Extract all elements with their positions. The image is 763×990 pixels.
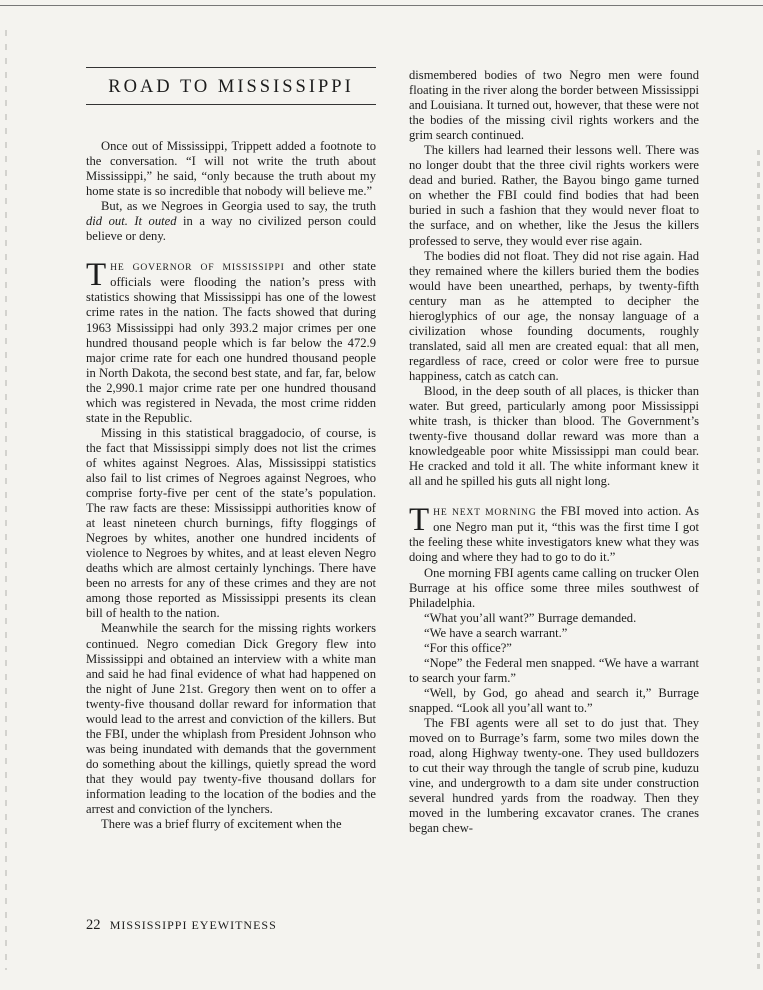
right-paragraph-9: “For this office?” [424, 640, 512, 655]
drop-cap: T [86, 257, 107, 294]
right-paragraph-3: The bodies did not float. They did not rise again. Had they remained where the killers buried them the bodies would have been unearthed, perhaps, by twenty-fifth century man as he attempted to decipher the hieroglyphics of our age, the nonsay language of a civilization whose founding documents, roughly translated, said all men are created equal: that all men, regardless of race, creed or color were free to pursue happiness, catch as catch can. [409, 248, 699, 383]
left-paragraph-5: Meanwhile the search for the missing rights workers continued. Negro comedian Dick Gregory flew into Mississippi and obtained an interview with a white man and said he had final evidence of what had happened on the night of June 21st. Gregory then went on to offer a twenty-five thousand dollar reward for information that would lead to the arrest and conviction of the killers. But the FBI, under the whiplash from President Johnson who was being inundated with demands that the government do something about the killings, quietly spread the word that they would pay twenty-five thousand dollars for information leading to the location of the bodies and the arrest and conviction of the lynchers. [86, 621, 376, 817]
section-lead-smallcaps: HE NEXT MORNING [433, 507, 537, 519]
top-edge-rule [0, 5, 763, 6]
right-paragraph-12: The FBI agents were all set to do just that. They moved on to Burrage’s farm, some two miles down the road, along Highway twenty-one. They used bulldozers to cut their way through the tangle of scrub pine, kuduzu vine, and undergrowth to a dam site under construction several hundred yards from the roadway. Then they moved in the lumbering excavator cranes. The cranes began chew- [409, 715, 699, 836]
left-column [86, 67, 376, 832]
left-paragraph-2-italic: did out. It outed [86, 214, 177, 229]
left-paragraph-6: There was a brief flurry of excitement when the [101, 817, 342, 832]
left-paragraph-2-end: in a way no civilized person could believe or deny. [86, 214, 376, 244]
publication-name: MISSISSIPPI EYEWITNESS [109, 918, 277, 932]
right-paragraph-5-text: the FBI moved into action. As one Negro man put it, “this was the first time I got the feeling these white investigators knew what they was doing and where they had to go to do it.” [409, 504, 700, 565]
left-paragraph-3 [86, 259, 376, 426]
right-paragraph-11: “Well, by God, go ahead and search it,” Burrage snapped. “Look all you’all want to.” [409, 685, 699, 715]
left-paragraph-3-text: and other state officials were flooding the nation’s press with statistics showing that Mississippi has one of the lowest crime rates in the nation. The facts showed that during 1963 Mississippi had only 393.2 major crimes per one hundred thousand people which is far below the 472.9 major crime rate for each one hundred thousand people in North Dakota, the second best state, and far, far, below the 2,990.1 major crime rate per one hundred thousand which was registered in Nevada, the most crime ridden state in the Republic. [86, 259, 376, 425]
title-rule-bottom [86, 104, 376, 105]
right-paragraph-8: “We have a search warrant.” [424, 625, 568, 640]
left-paragraph-2-start: But, as we Negroes in Georgia used to say, the truth [101, 199, 376, 214]
right-paragraph-5 [409, 504, 699, 565]
right-paragraph-6: One morning FBI agents came calling on trucker Olen Burrage at his office some three miles southwest of Philadelphia. [409, 565, 699, 610]
right-paragraph-1: dismembered bodies of two Negro men were found floating in the river along the border between Mississippi and Louisiana. It turned out, however, that these were not the bodies of the missing civil rights workers and the grim search continued. [409, 68, 699, 143]
left-paragraph-4: Missing in this statistical braggadocio, of course, is the fact that Mississippi simply does not list the crimes of whites against Negroes. Alas, Mississippi statistics also fail to list crimes of Negroes against Negroes, who comprise forty-five per cent of the state’s population. The raw facts are these: Mississippi authorities know of at least nineteen church burnings, fifty floggings of Negroes by whites, another one hundred incidents of violence to Negroes by whites, and at least eleven Negro deaths which are almost certainly lynchings. There have been no arrests for any of these crimes and they are not among those reported as Mississippi presents its clean bill of health to the nation. [86, 425, 376, 621]
right-paragraph-7: “What you’all want?” Burrage demanded. [424, 610, 637, 625]
scan-margin-artifact-right [757, 150, 760, 970]
right-paragraph-10: “Nope” the Federal men snapped. “We have a warrant to search your farm.” [409, 655, 699, 685]
title-block [86, 67, 376, 105]
right-paragraph-4: Blood, in the deep south of all places, is thicker than water. But greed, particularly among poor Mississippi white trash, is thicker than blood. The Government’s twenty-five thousand dollar reward was more than a knowledgeable poor white Mississippi man could bear. He cracked and told it all. The white informant knew it all and he spilled his guts all night long. [409, 383, 699, 489]
left-paragraph-2 [86, 199, 376, 244]
title-rule-top [86, 67, 376, 68]
page-footer [86, 917, 277, 934]
page-number: 22 [86, 917, 101, 933]
scan-margin-artifact-left [5, 30, 7, 970]
drop-cap: T [409, 502, 430, 539]
article-title: ROAD TO MISSISSIPPI [108, 77, 354, 97]
section-lead-smallcaps: HE GOVERNOR OF MISSISSIPPI [110, 262, 285, 274]
right-paragraph-2: The killers had learned their lessons well. There was no longer doubt that the three civil rights workers were dead and buried. Rather, the Bayou bingo game turned on whether the FBI could find bodies that had been buried in such a fashion that they would never float to the surface, and on whether, like the Jesus the killers professed to serve, they would ever rise again. [409, 143, 699, 248]
left-paragraph-1: Once out of Mississippi, Trippett added a footnote to the conversation. “I will not write the truth about Mississippi,” he said, “only because the truth about my home state is so incredible that nobody will believe me.” [86, 139, 376, 199]
right-column [409, 68, 699, 836]
